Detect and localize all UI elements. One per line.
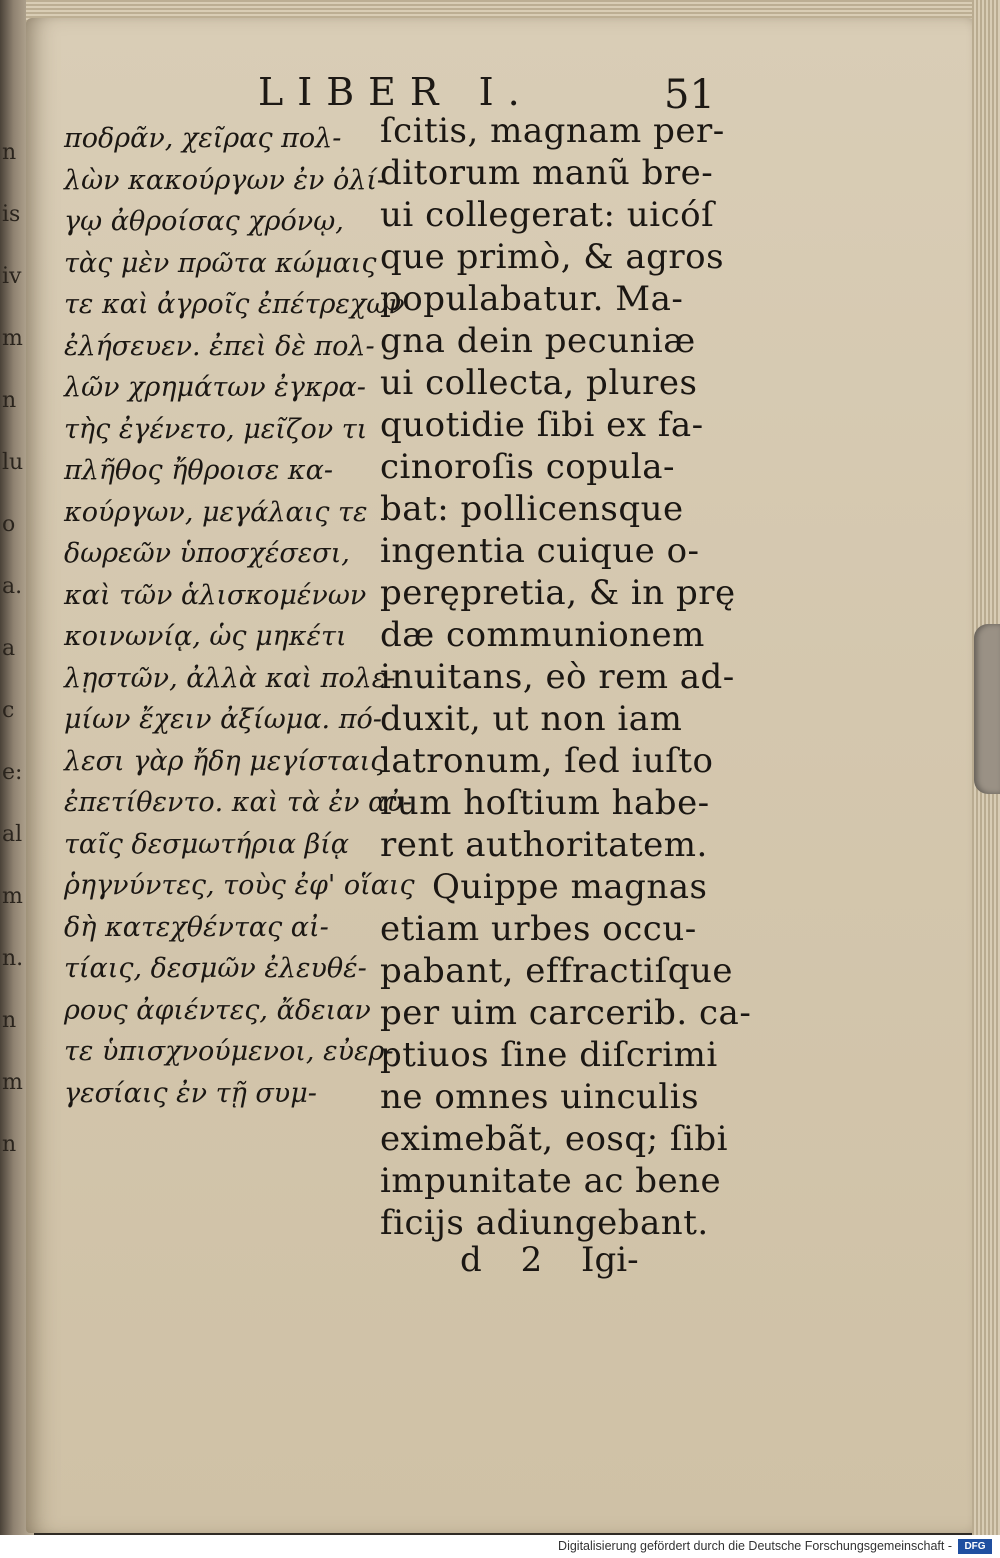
greek-line: μίων ἔχειν ἀξίωμα. πό- (64, 704, 382, 735)
greek-line: τίαις, δεσμῶν ἐλευθέ- (64, 953, 367, 984)
margin-fragment: is (2, 202, 21, 227)
margin-fragment: a (2, 636, 16, 661)
latin-line: etiam urbes occu- (380, 909, 697, 949)
greek-line: κούργων, μεγάλαις τε (64, 496, 368, 528)
latin-line: ne omnes uinculis (380, 1077, 700, 1117)
greek-line: ρους ἀφιέντες, ἄδειαν (64, 994, 371, 1026)
greek-line: καὶ τῶν ἁλισκομένων (64, 579, 367, 611)
latin-line: populabatur. Ma- (380, 279, 684, 319)
latin-line: duxit, ut non iam (380, 699, 683, 739)
greek-text-column (64, 118, 415, 1114)
greek-line: κοινωνίᾳ, ὡς μηκέτι (64, 621, 347, 652)
margin-fragment: iv (2, 264, 22, 289)
margin-fragment: m (2, 884, 23, 909)
margin-fragment: c (2, 698, 15, 723)
greek-line: τε ὑπισχνούμενοι, εὐερ- (64, 1036, 394, 1067)
greek-line: λῃστῶν, ἀλλὰ καὶ πολε- (64, 662, 396, 694)
catchwords-signature: d 2 Igi- (460, 1240, 639, 1280)
greek-line: δὴ κατεχθέντας αἰ- (64, 911, 329, 943)
greek-line: ταῖς δεσμωτήρια βίᾳ (64, 828, 350, 860)
running-head: LIBER I. (258, 70, 534, 114)
latin-line: per uim carcerib. ca- (380, 993, 752, 1033)
latin-line: dæ communionem (380, 615, 705, 655)
greek-line: πλῆθος ἤθροισε κα- (64, 455, 333, 486)
latin-line: inuitans, eò rem ad- (380, 657, 735, 697)
margin-fragment: n (2, 1132, 17, 1157)
latin-line: perępretia, & in prę (380, 573, 736, 613)
greek-line: ῥηγνύντες, τοὺς ἐφ' οἵαις (64, 870, 415, 901)
margin-fragment: n (2, 1008, 17, 1033)
latin-line: ui collegerat: uicóſ (380, 195, 715, 235)
greek-line: ἐπετίθεντο. καὶ τὰ ἐν αὐ- (64, 787, 412, 818)
greek-line: λὼν κακούργων ἐν ὀλί- (64, 164, 387, 196)
footer-credit: Digitalisierung gefördert durch die Deutsche Forschungsgemeinschaft - (558, 1539, 952, 1553)
margin-fragment: n (2, 388, 17, 413)
latin-line: impunitate ac bene (380, 1161, 722, 1201)
dfg-logo: DFG (958, 1539, 992, 1554)
latin-line: pabant, effractiſque (380, 951, 734, 991)
latin-line: ui collecta, plures (380, 363, 698, 403)
latin-line: gna dein pecuniæ (380, 321, 696, 361)
latin-line: Quippe magnas (432, 867, 708, 907)
latin-line: eximebãt, eosq; ſibi (380, 1119, 729, 1159)
latin-line: que primò, & agros (380, 237, 725, 277)
margin-fragment: al (2, 822, 23, 847)
latin-line: bat: pollicensque (380, 489, 684, 529)
greek-line: ἐλήσευεν. ἐπεὶ δὲ πολ- (64, 330, 375, 362)
greek-line: γεσίαις ἐν τῇ συμ- (64, 1077, 317, 1109)
latin-line: rent authoritatem. (380, 825, 708, 865)
margin-fragment: o (2, 512, 16, 537)
page-tab-marker (974, 624, 1000, 794)
greek-line: γῳ ἀθροίσας χρόνῳ, (64, 206, 344, 237)
margin-fragment: m (2, 1070, 23, 1095)
latin-line: ditorum manũ bre- (380, 153, 714, 193)
latin-line: quotidie ſibi ex fa- (380, 405, 704, 445)
greek-line: τὴς ἐγένετο, μεῖζον τι (64, 413, 368, 445)
margin-fragment: n. (2, 946, 24, 971)
greek-line: ποδρᾶν, χεῖρας πολ- (64, 123, 342, 154)
digitization-footer (0, 1535, 1000, 1558)
margin-fragment: lu (2, 450, 24, 475)
latin-line: latronum, ſed iuſto (380, 741, 714, 781)
greek-line: τε καὶ ἀγροῖς ἐπέτρεχων (64, 289, 405, 320)
greek-line: τὰς μὲν πρῶτα κώμαις (64, 247, 377, 279)
latin-line: rum hoſtium habe- (380, 783, 710, 823)
latin-line: ingentia cuique o- (380, 531, 700, 571)
greek-line: λεσι γὰρ ἤδη μεγίσταις (64, 745, 386, 777)
folio-number: 51 (664, 72, 715, 118)
margin-fragment: a. (2, 574, 23, 599)
latin-line: ſcitis, magnam per- (380, 111, 725, 151)
latin-line: ficijs adiungebant. (380, 1203, 709, 1243)
margin-fragment: m (2, 326, 23, 351)
latin-text-column (380, 110, 752, 1244)
greek-line: δωρεῶν ὑποσχέσεσι, (64, 538, 350, 569)
latin-line: ptiuos ſine diſcrimi (380, 1035, 718, 1075)
margin-fragment: n (2, 140, 17, 165)
greek-line: λῶν χρημάτων ἐγκρα- (64, 372, 366, 403)
margin-fragment: e: (2, 760, 23, 785)
latin-line: cinoroſis copula- (380, 447, 676, 487)
